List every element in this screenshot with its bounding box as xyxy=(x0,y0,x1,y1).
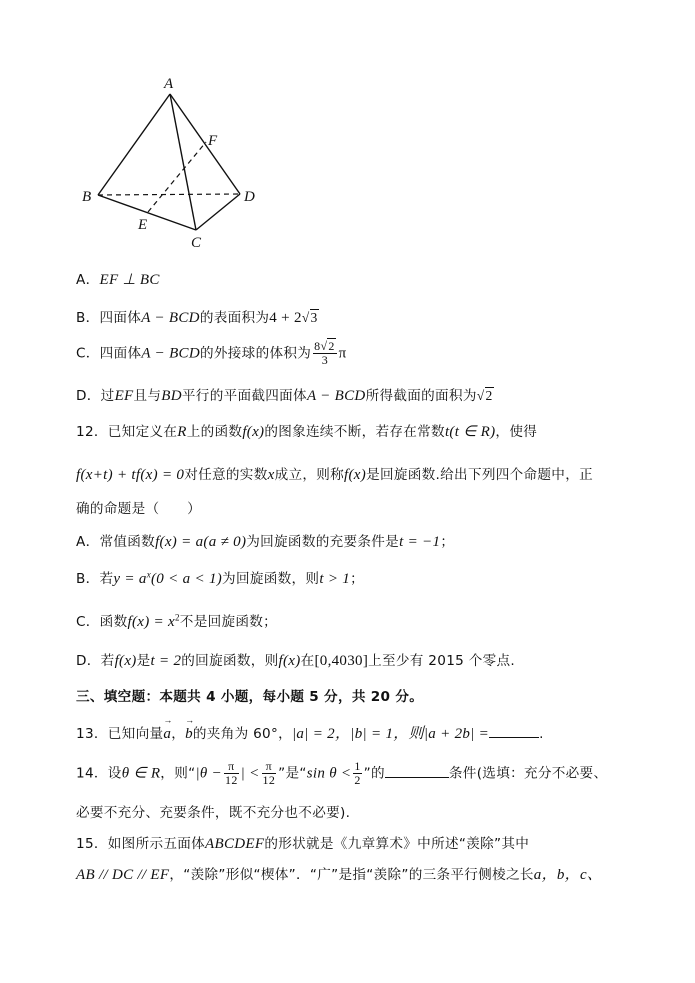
stem-text: ”是“ xyxy=(278,765,307,782)
math-expr: f(x) = x xyxy=(127,614,175,630)
q12-stem-line2 xyxy=(76,463,593,484)
label-B: B xyxy=(82,189,92,205)
stem-text: 必要不充分、充要条件，既不充分也不必要). xyxy=(76,805,351,821)
option-text: 平行的平面截四面体 xyxy=(181,388,307,404)
option-text: 所得截面的面积为 xyxy=(365,388,477,404)
fraction-denominator: 12 xyxy=(262,773,276,787)
vector-b: → b xyxy=(185,726,193,743)
math-expr: | < xyxy=(240,765,260,782)
option-text: 的表面积为 xyxy=(199,310,270,326)
math-expr: θ ∈ R xyxy=(121,765,161,782)
stem-text: 上的函数 xyxy=(186,424,243,440)
edge-BD xyxy=(98,194,240,195)
q12-option-b xyxy=(76,567,364,588)
math-expr: t = −1 xyxy=(399,534,441,550)
edge-CD xyxy=(196,194,240,230)
stem-text: ，则“ xyxy=(160,765,196,782)
math-expr: EF ⊥ BC xyxy=(99,272,160,288)
option-text: 的外接球的体积为 xyxy=(200,345,312,362)
label-E: E xyxy=(138,217,148,233)
label-C: C xyxy=(191,235,202,251)
math-expr: |a + 2b| = xyxy=(423,726,490,742)
stem-text: 12．已知定义在 xyxy=(76,424,178,440)
option-text: 是 xyxy=(136,653,151,669)
edge-AD xyxy=(170,94,240,194)
stem-text: 15．如图所示五面体 xyxy=(76,836,206,852)
math-expr: (0 < a < 1) xyxy=(151,571,223,587)
fraction-denominator: 3 xyxy=(321,353,329,367)
math-expr: |b| = 1，则 xyxy=(350,726,424,742)
stem-text: ， xyxy=(171,726,186,742)
math-expr: t = 2 xyxy=(150,653,182,669)
fraction-numerator: π xyxy=(224,760,239,774)
q12-stem-line3 xyxy=(76,497,201,517)
tetrahedron-figure xyxy=(60,70,300,260)
math-expr: f(x) xyxy=(242,424,265,440)
option-text: B．若 xyxy=(76,571,114,587)
fraction xyxy=(353,760,361,787)
fraction-denominator: 2 xyxy=(354,773,361,787)
option-text: C．函数 xyxy=(76,614,128,630)
option-text: 在 xyxy=(300,653,315,669)
label-F: F xyxy=(208,133,218,149)
option-text: 为回旋函数，则 xyxy=(222,571,320,587)
math-expr: f(x) xyxy=(114,653,137,669)
math-expr: ABCDEF xyxy=(205,836,265,852)
math-expr: EF xyxy=(114,388,134,404)
math-expr: f(x) xyxy=(278,653,301,669)
fraction xyxy=(313,340,337,367)
math-expr: |θ − xyxy=(195,765,223,782)
math-expr: sin θ < xyxy=(306,765,352,782)
edge-AC xyxy=(170,94,196,230)
fraction xyxy=(262,760,277,787)
fraction-denominator: 12 xyxy=(225,773,238,787)
q12-option-c xyxy=(76,610,277,631)
q11-option-d xyxy=(76,384,494,405)
label-D: D xyxy=(244,189,255,205)
stem-text: 的夹角为 60°， xyxy=(192,726,292,742)
stem-text: 确的命题是（ ） xyxy=(76,501,202,517)
option-text: ； xyxy=(350,571,365,587)
section-heading xyxy=(76,685,423,705)
option-prefix: D．过 xyxy=(76,388,115,404)
stem-text: 14．设 xyxy=(76,765,122,782)
radicand: 3 xyxy=(310,310,318,325)
fraction xyxy=(224,760,239,787)
sqrt-expr: √2 xyxy=(476,388,493,403)
option-text: 上至少有 2015 个零点. xyxy=(368,653,516,669)
pi-symbol: π xyxy=(338,345,347,362)
answer-blank[interactable] xyxy=(489,737,539,738)
math-expr: f(x) xyxy=(344,467,367,483)
stem-text: 13．已知向量 xyxy=(76,726,164,742)
math-expr: AB // DC // EF xyxy=(76,867,170,883)
stem-text: 成立，则称 xyxy=(274,467,345,483)
q13-line xyxy=(76,722,544,743)
q14-line2 xyxy=(76,801,350,821)
option-text: 为回旋函数的充要条件是 xyxy=(246,534,400,550)
q15-line2 xyxy=(76,863,602,884)
math-expr: f(x) = a(a ≠ 0) xyxy=(155,534,247,550)
q11-option-c xyxy=(76,340,347,367)
option-text: D．若 xyxy=(76,653,115,669)
stem-text: ”的 xyxy=(363,765,385,782)
stem-text: . xyxy=(539,726,544,742)
stem-text: 的图象连续不断，若存在常数 xyxy=(264,424,445,440)
math-expr: 4 + 2 xyxy=(269,310,302,326)
math-expr: t > 1 xyxy=(319,571,351,587)
math-expr: y = a xyxy=(113,571,147,587)
stem-text: ，使得 xyxy=(495,424,538,440)
stem-text: 的形状就是《九章算术》中所述“羡除”其中 xyxy=(264,836,530,852)
math-expr: f(x+t) + tf(x) = 0 xyxy=(76,467,185,483)
q12-stem-line1 xyxy=(76,420,537,441)
math-expr: A − BCD xyxy=(306,388,366,404)
section-title: 三、填空题：本题共 4 小题，每小题 5 分，共 20 分。 xyxy=(76,689,424,705)
q15-line1 xyxy=(76,832,529,853)
math-expr: a，b，c、 xyxy=(533,867,603,883)
stem-text: 对任意的实数 xyxy=(184,467,268,483)
superscript: 2 xyxy=(174,612,180,623)
stem-text: 条件(选填：充分不必要、 xyxy=(448,765,608,782)
math-expr: [0,4030] xyxy=(314,653,369,669)
math-expr: t(t ∈ R) xyxy=(444,424,496,440)
fraction-numerator: π xyxy=(262,760,277,774)
option-text: 且与 xyxy=(133,388,162,404)
numerator-coef: 8 xyxy=(314,339,321,353)
q12-option-a xyxy=(76,530,454,551)
math-expr: BD xyxy=(161,388,182,404)
fraction-numerator: 1 xyxy=(354,759,361,773)
option-prefix: A． xyxy=(76,272,100,288)
segment-EF xyxy=(148,142,206,212)
stem-text: ，“羡除”形似“楔体”．“广”是指“羡除”的三条平行侧棱之长 xyxy=(169,867,534,883)
q12-option-d xyxy=(76,649,515,670)
stem-text: 是回旋函数.给出下列四个命题中，正 xyxy=(366,467,593,483)
math-expr: A − BCD xyxy=(141,310,200,326)
math-expr: x xyxy=(267,467,275,483)
q11-option-b xyxy=(76,306,319,327)
label-A: A xyxy=(164,76,174,92)
radicand: 2 xyxy=(328,339,335,353)
fraction-numerator: 8√2 xyxy=(314,339,335,353)
answer-blank[interactable] xyxy=(385,777,449,778)
sqrt-expr: √3 xyxy=(301,310,318,325)
option-text: ； xyxy=(440,534,455,550)
tetrahedron-diagram xyxy=(60,70,300,260)
math-expr: |a| = 2， xyxy=(292,726,351,742)
option-prefix: B．四面体 xyxy=(76,310,142,326)
q11-option-a xyxy=(76,268,160,289)
edge-AB xyxy=(98,94,170,195)
radicand: 2 xyxy=(485,388,493,403)
option-text: 不是回旋函数； xyxy=(179,614,278,630)
option-prefix: C．四面体 xyxy=(76,345,142,362)
math-expr: A − BCD xyxy=(141,345,200,362)
math-expr: R xyxy=(177,424,187,440)
q14-line1 xyxy=(76,760,607,787)
superscript: x xyxy=(146,569,151,580)
option-text: A．常值函数 xyxy=(76,534,156,550)
vector-a: → a xyxy=(163,726,171,743)
option-text: 的回旋函数，则 xyxy=(181,653,279,669)
